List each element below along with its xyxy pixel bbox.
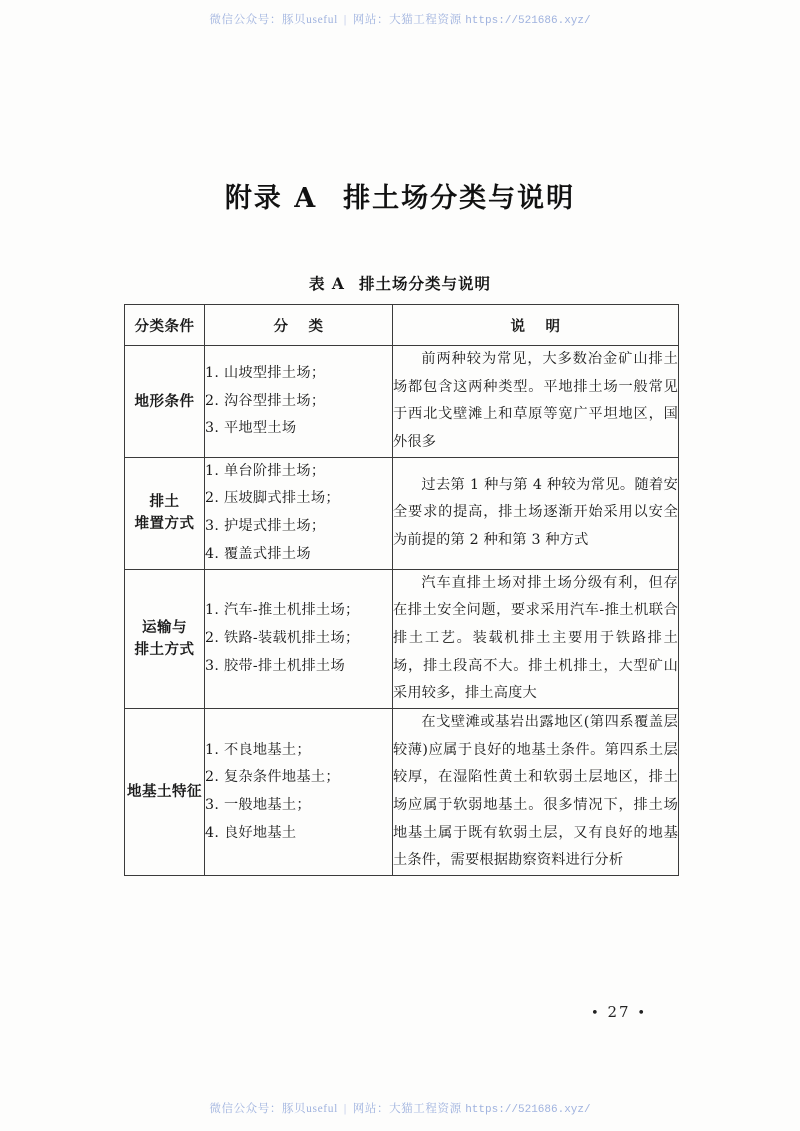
classification-item: 1. 不良地基土； — [205, 741, 311, 758]
cell-description: 在戈壁滩或基岩出露地区(第四系覆盖层较薄)应属于良好的地基土条件。第四系土层较厚，在湿陷性黄土和软弱土层地区，排土场应属于软弱地基土。很多情况下，排土场地基土属于既有软弱土层，又有良好的地基土条件，需要根据勘察资料进行分析 — [393, 708, 679, 875]
cell-description: 汽车直排土场对排土场分级有利，但存在排土安全问题，要求采用汽车-推土机联合排土工艺。装载机排土主要用于铁路排土场，排土段高不大。排土机排土，大型矿山采用较多，排土高度大 — [393, 569, 679, 708]
cell-classification — [205, 569, 393, 708]
watermark-site-label: 网站：大猫工程资源 — [352, 14, 462, 26]
classification-item: 1. 山坡型排土场； — [205, 364, 326, 381]
table-row — [125, 457, 679, 569]
table-body — [125, 346, 679, 876]
cell-condition — [125, 457, 205, 569]
classification-item: 2. 沟谷型排土场； — [205, 392, 326, 409]
table-header-row — [125, 305, 679, 346]
cell-classification — [205, 708, 393, 875]
watermark-separator: | — [343, 1103, 347, 1115]
header-class-part2: 类 — [308, 317, 324, 335]
classification-item: 2. 复杂条件地基土； — [205, 769, 340, 786]
condition-line: 地形条件 — [134, 392, 195, 410]
column-header-condition: 分类条件 — [125, 305, 205, 346]
header-desc-part2: 明 — [545, 317, 561, 335]
cell-description: 过去第 1 种与第 4 种较为常见。随着安全要求的提高，排土场逐渐开始采用以安全为前提的第 2 种和第 3 种方式 — [393, 457, 679, 569]
classification-table — [124, 304, 679, 876]
watermark-site-label: 网站：大猫工程资源 — [352, 1103, 462, 1115]
table-header — [125, 305, 679, 346]
classification-item: 3. 一般地基土； — [205, 797, 311, 813]
condition-line: 排土方式 — [134, 640, 195, 658]
header-class-part1: 分 — [273, 317, 289, 335]
condition-line: 堆置方式 — [134, 515, 195, 533]
classification-item: 1. 单台阶排土场； — [205, 462, 326, 479]
table-row — [125, 346, 679, 458]
cell-classification — [205, 457, 393, 569]
table-caption-prefix: 表 A — [309, 274, 345, 293]
appendix-title-text: 排土场分类与说明 — [343, 183, 576, 214]
appendix-prefix: 附录 A — [224, 183, 318, 214]
cell-condition — [125, 346, 205, 458]
cell-classification — [205, 346, 393, 458]
watermark-wechat-label: 微信公众号：豚贝useful — [209, 1103, 338, 1115]
cell-description: 前两种较为常见，大多数冶金矿山排土场都包含这两种类型。平地排土场一般常见于西北戈壁滩上和草原等宽广平坦地区，国外很多 — [393, 346, 679, 458]
column-header-classification — [205, 305, 393, 346]
watermark-separator: | — [343, 14, 347, 26]
condition-line: 地基土特征 — [127, 783, 202, 801]
watermark-bottom — [0, 1100, 800, 1116]
classification-item: 3. 胶带-排土机排土场 — [205, 657, 345, 674]
watermark-wechat-label: 微信公众号：豚贝useful — [209, 14, 338, 26]
cell-condition — [125, 708, 205, 875]
classification-item: 1. 汽车-推土机排土场； — [205, 602, 360, 619]
page-number — [560, 1003, 678, 1021]
classification-item: 4. 良好地基土 — [205, 824, 297, 841]
classification-item: 2. 压坡脚式排土场； — [205, 490, 340, 507]
watermark-url: https://521686.xyz/ — [465, 1104, 591, 1116]
page-title — [0, 176, 800, 215]
condition-line: 排土 — [149, 493, 180, 511]
column-header-description — [393, 305, 679, 346]
classification-item: 4. 覆盖式排土场 — [205, 545, 311, 562]
watermark-url: https://521686.xyz/ — [465, 15, 591, 27]
table-caption-text: 排土场分类与说明 — [358, 274, 491, 293]
table-row — [125, 708, 679, 875]
classification-item: 3. 平地型土场 — [205, 420, 297, 437]
cell-condition — [125, 569, 205, 708]
page-number-dot-left: • — [591, 1006, 601, 1021]
classification-item: 3. 护堤式排土场； — [205, 518, 326, 535]
table-caption — [0, 272, 800, 294]
watermark-top — [0, 11, 800, 27]
classification-item: 2. 铁路-装载机排土场； — [205, 629, 360, 646]
table-row — [125, 569, 679, 708]
header-desc-part1: 说 — [510, 317, 526, 335]
page-number-value: 27 — [607, 1003, 631, 1021]
page-number-dot-right: • — [637, 1006, 647, 1021]
condition-line: 运输与 — [142, 618, 187, 636]
